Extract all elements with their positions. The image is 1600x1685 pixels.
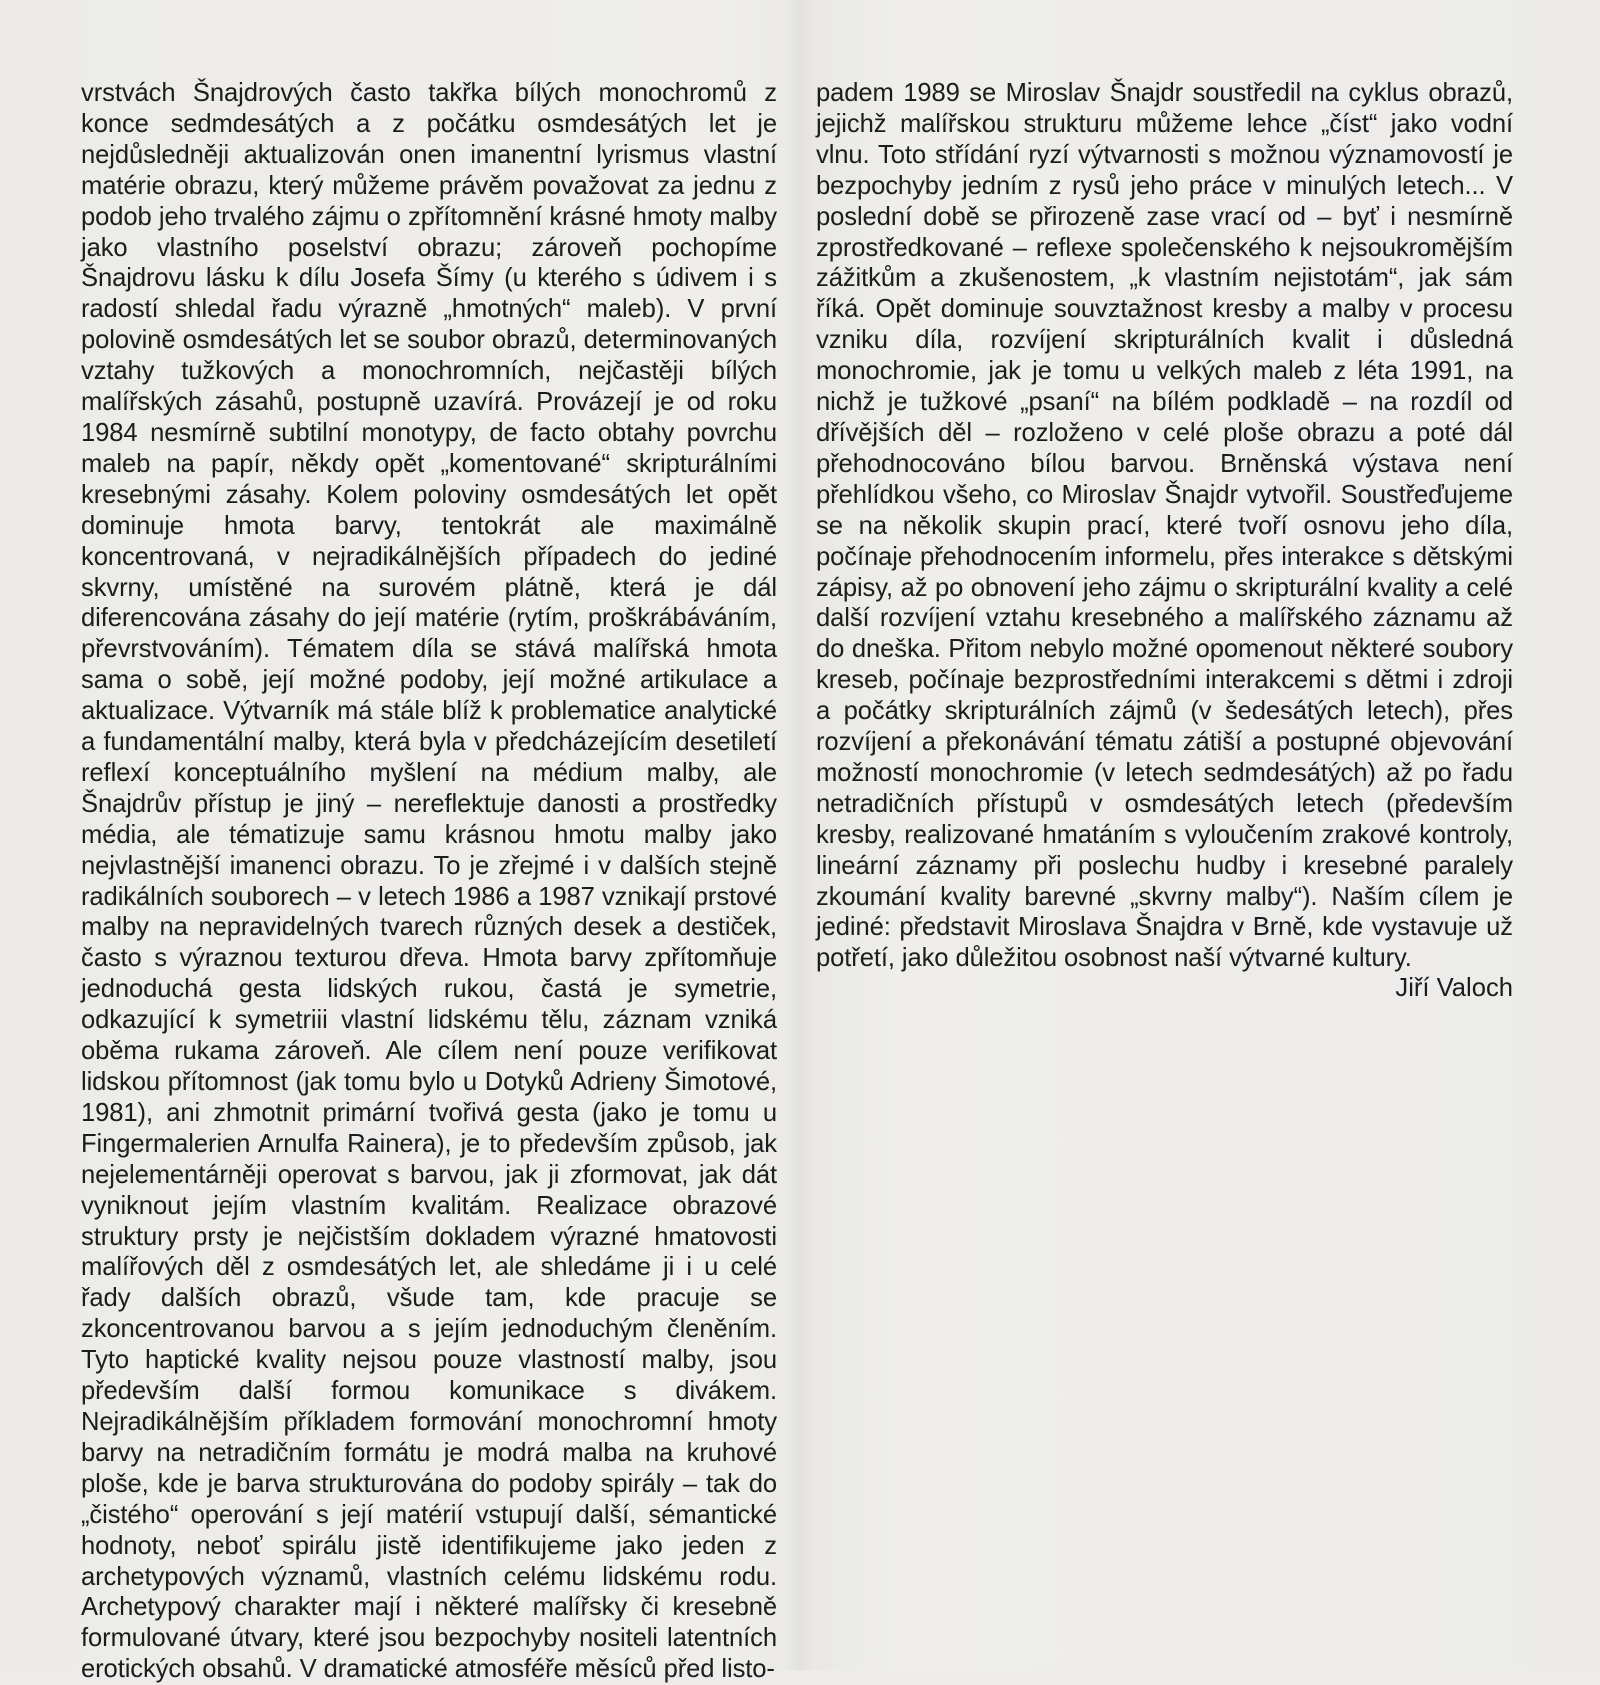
right-column-paragraph: padem 1989 se Miroslav Šnajdr soustředil na cyklus obrazů, jejichž malířskou strukturu můžeme lehce „číst“ jako vodní vlnu. Toto střídání ryzí výtvarnosti s možnou významovostí je bezpochyby jedním z rysů jeho práce v minulých letech... V poslední době se přirozeně zase vrací od – byť i nesmírně zprostředkované – reflexe společenského k nejsoukromějším zážitkům a zkušenostem, „k vlastním nejistotám“, jak sám říká. Opět dominuje souvztažnost kresby a malby v procesu vzniku díla, rozvíjení skripturálních kvalit i důsledná monochromie, jak je tomu u velkých maleb z léta 1991, na nichž je tužkové „psaní“ na bílém podkladě – na rozdíl od dřívějších děl – rozloženo v celé ploše obrazu a poté dál přehodnocováno bílou barvou. Brněnská výstava není přehlídkou všeho, co Miroslav Šnajdr vytvořil. Soustřeďujeme se na několik skupin prací, které tvoří osnovu jeho díla, počínaje přehodnocením informelu, přes interakce s dětskými zápisy, až po obnovení jeho zájmu o skripturální kvality a celé další rozvíjení vztahu kresebného a malířského záznamu až do dneška. Přitom nebylo možné opomenout některé soubory kreseb, počínaje bezprostředními interakcemi s dětmi i zdroji a počátky skripturálních zájmů (v šedesátých letech), přes rozvíjení a překonávání tématu zátiší a postupné objevování možností monochromie (v letech sedmdesátých) až po řadu netradičních přístupů v osmdesátých letech (především kresby, realizované hmatáním s vyloučením zrakové kontroly, lineární záznamy při poslechu hudby i kresebné paralely zkoumání kvality barevné „skvrny malby“). Naším cílem je jediné: představit Miroslava Šnajdra v Brně, kde vystavuje už potřetí, jako důležitou osobnost naší výtvarné kultury. <box>816 79 1513 973</box>
author-signature: Jiří Valoch <box>1395 974 1513 1002</box>
left-text-column <box>81 78 777 1685</box>
right-text-column <box>816 78 1513 974</box>
left-column-paragraph: vrstvách Šnajdrových často takřka bílých monochromů z konce sedmdesátých a z počátku osmdesátých let je nejdůsledněji aktualizován onen imanentní lyrismus vlastní matérie obrazu, který můžeme právěm považovat za jednu z podob jeho trvalého zájmu o zpřítomnění krásné hmoty malby jako vlastního poselství obrazu; zároveň pochopíme Šnajdrovu lásku k dílu Josefa Šímy (u kterého s údivem i s radostí shledal řadu výrazně „hmotných“ maleb). V první polovině osmdesátých let se soubor obrazů, determinovaných vztahy tužkových a monochromních, nejčastěji bílých malířských zásahů, postupně uzavírá. Provázejí je od roku 1984 nesmírně subtilní monotypy, de facto obtahy povrchu maleb na papír, někdy opět „komentované“ skripturálními kresebnými zásahy. Kolem poloviny osmdesátých let opět dominuje hmota barvy, tentokrát ale maximálně koncentrovaná, v nejradikálnějších případech do jediné skvrny, umístěné na surovém plátně, která je dál diferencována zásahy do její matérie (rytím, proškrábáváním, převrstvováním). Tématem díla se stává malířská hmota sama o sobě, její možné podoby, její možné artikulace a aktualizace. Výtvarník má stále blíž k problematice analytické a fundamentální malby, která byla v předcházejícím desetiletí reflexí konceptuálního myšlení na médium malby, ale Šnajdrův přístup je jiný – nereflektuje danosti a prostředky média, ale tématizuje samu krásnou hmotu malby jako nejvlastnější imanenci obrazu. To je zřejmé i v dalších stejně radikálních souborech – v letech 1986 a 1987 vznikají prstové malby na nepravidelných tvarech různých desek a destiček, často s výraznou texturou dřeva. Hmota barvy zpřítomňuje jednoduchá gesta lidských rukou, častá je symetrie, odkazující k symetriii vlastní lidskému tělu, záznam vzniká oběma rukama zároveň. Ale cílem není pouze verifikovat lidskou přítomnost (jak tomu bylo u Dotyků Adrieny Šimotové, 1981), ani zhmotnit primární tvořivá gesta (jako je tomu u Fingermalerien Arnulfa Rainera), je to především způsob, jak nejelementárněji operovat s barvou, jak ji zformovat, jak dát vyniknout jejím vlastním kvalitám. Realizace obrazové struktury prsty je nejčistším dokladem výrazné hmatovosti malířových děl z osmdesátých let, ale shledáme ji i u celé řady dalších obrazů, všude tam, kde pracuje se zkoncentrovanou barvou a s jejím jednoduchým členěním. Tyto haptické kvality nejsou pouze vlastností malby, jsou především další formou komunikace s divákem. Nejradikálnějším příkladem formování monochromní hmoty barvy na netradičním formátu je modrá malba na kruhové ploše, kde je barva strukturována do podoby spirály – tak do „čistého“ operování s její matérií vstupují další, sémantické hodnoty, neboť spirálu jistě identifikujeme jako jeden z archetypových významů, vlastních celému lidskému rodu. Archetypový charakter mají i některé malířsky či kresebně formulované útvary, které jsou bezpochyby nositeli latentních erotických obsahů. V dramatické atmosféře měsíců před listo- <box>81 79 777 1684</box>
page-gutter <box>785 0 815 1670</box>
